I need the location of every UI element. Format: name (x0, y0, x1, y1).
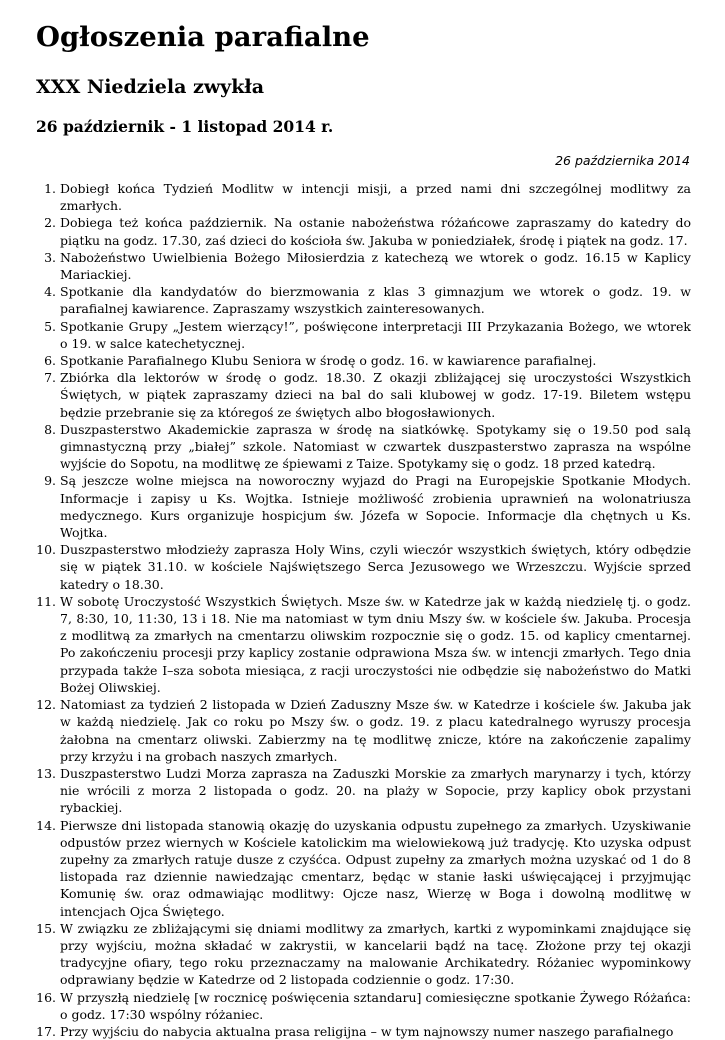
page-title: Ogłoszenia parafialne (36, 21, 370, 53)
list-item: 9. Są jeszcze wolne miejsca na noworoczny wyjazd do Pragi na Europejskie Spotkanie Młodych. Informacje i zapisy u Ks. Wojtka. Istnieje możliwość zrobienia uprawnień na wolonatriusza medycznego. Kurs organizuje hospicjum św. Józefa w Sopocie. Informacje dla chętnych u Ks. Wojtka. (60, 472, 691, 541)
publish-date: 26 października 2014 (555, 153, 690, 168)
list-item: 3. Nabożeństwo Uwielbienia Bożego Miłosierdzia z katechezą we wtorek o godz. 16.15 w Kaplicy Mariackiej. (60, 249, 691, 283)
sunday-title: XXX Niedziela zwykła (36, 76, 265, 98)
list-item: 4. Spotkanie dla kandydatów do bierzmowania z klas 3 gimnazjum we wtorek o godz. 19. w parafialnej kawiarence. Zapraszamy wszystkich zainteresowanych. (60, 283, 691, 317)
list-item: 2. Dobiega też końca październik. Na ostanie nabożeństwa różańcowe zapraszamy do katedry do piątku na godz. 17.30, zaś dzieci do kościoła św. Jakuba w poniedziałek, środę i piątek na godz. 17. (60, 214, 691, 248)
list-item: 16. W przyszłą niedzielę [w rocznicę poświęcenia sztandaru] comiesięczne spotkanie Żywego Różańca: o godz. 17:30 wspólny różaniec. (60, 989, 691, 1023)
list-item: 14. Pierwsze dni listopada stanowią okazję do uzyskania odpustu zupełnego za zmarłych. Uzyskiwanie odpustów przez wiernych w Kościele katolickim ma wielowiekową już tradycję. Kto uzyska odpust zupełny za zmarłych ratuje dusze z czyśćca. Odpust zupełny za zmarłych można uzyskać od 1 do 8 listopada raz dziennie nawiedzając cmentarz, będąc w stanie łaski uświęcającej i przyjmując Komunię św. oraz odmawiając modlitwy: Ojcze nasz, Wierzę w Boga i dowolną modlitwę w intencjach Ojca Świętego. (60, 817, 691, 920)
list-item: 1. Dobiegł końca Tydzień Modlitw w intencji misji, a przed nami dni szczególnej modlitwy za zmarłych. (60, 180, 691, 214)
list-item: 13. Duszpasterstwo Ludzi Morza zaprasza na Zaduszki Morskie za zmarłych marynarzy i tych, którzy nie wrócili z morza 2 listopada o godz. 20. na plaży w Sopocie, przy kaplicy obok przystani rybackiej. (60, 765, 691, 817)
list-item: 5. Spotkanie Grupy „Jestem wierzący!”, poświęcone interpretacji III Przykazania Bożego, we wtorek o 19. w salce katechetycznej. (60, 318, 691, 352)
list-item: 15. W związku ze zbliżającymi się dniami modlitwy za zmarłych, kartki z wypominkami znajdujące się przy wyjściu, można składać w zakrystii, w kancelarii bądź na tacę. Złożone przy tej okazji tradycyjne ofiary, tego roku przeznaczamy na malowanie Archikatedry. Różaniec wypominkowy odprawiany będzie w Katedrze od 2 listopada codziennie o godz. 17:30. (60, 920, 691, 989)
list-item: 6. Spotkanie Parafialnego Klubu Seniora w środę o godz. 16. w kawiarence parafialnej. (60, 352, 691, 369)
list-item: 8. Duszpasterstwo Akademickie zaprasza w środę na siatkówkę. Spotykamy się o 19.50 pod salą gimnastyczną przy „białej” szkole. Natomiast w czwartek duszpasterstwo zaprasza na wspólne wyjście do Sopotu, na modlitwę ze śpiewami z Taize. Spotykamy się o godz. 18 przed katedrą. (60, 421, 691, 473)
date-range: 26 październik - 1 listopad 2014 r. (36, 117, 334, 136)
list-item: 7. Zbiórka dla lektorów w środę o godz. 18.30. Z okazji zbliżającej się uroczystości Wszystkich Świętych, w piątek zapraszamy dzieci na bal do sali klubowej w godz. 17-19. Biletem wstępu będzie przebranie się za któregoś ze świętych albo błogosławionych. (60, 369, 691, 421)
list-item: 12. Natomiast za tydzień 2 listopada w Dzień Zaduszny Msze św. w Katedrze i kościele św. Jakuba jak w każdą niedzielę. Jak co roku po Mszy św. o godz. 19. z placu katedralnego wyruszy procesja żałobna na cmentarz oliwski. Zabierzmy na tę modlitwę znicze, które na zakończenie zapalimy przy krzyżu i na grobach naszych zmarłych. (60, 696, 691, 765)
list-item: 10. Duszpasterstwo młodzieży zaprasza Holy Wins, czyli wieczór wszystkich świętych, który odbędzie się w piątek 31.10. w kościele Najświętszego Serca Jezusowego we Wrzeszczu. Wyjście sprzed katedry o 18.30. (60, 541, 691, 593)
list-item: 17. Przy wyjściu do nabycia aktualna prasa religijna – w tym najnowszy numer naszego parafialnego (60, 1023, 691, 1040)
list-item: 11. W sobotę Uroczystość Wszystkich Świętych. Msze św. w Katedrze jak w każdą niedzielę tj. o godz. 7, 8:30, 10, 11:30, 13 i 18. Nie ma natomiast w tym dniu Mszy św. w kościele św. Jakuba. Procesja z modlitwą za zmarłych na cmentarzu oliwskim rozpocznie się o godz. 15. od kaplicy cmentarnej. Po zakończeniu procesji przy kaplicy zostanie odprawiona Msza św. w intencji zmarłych. Tego dnia przypada także I–sza sobota miesiąca, z racji uroczystości nie odbędzie się nabożeństwo do Matki Bożej Oliwskiej. (60, 593, 691, 696)
announcements-list (36, 180, 691, 1040)
